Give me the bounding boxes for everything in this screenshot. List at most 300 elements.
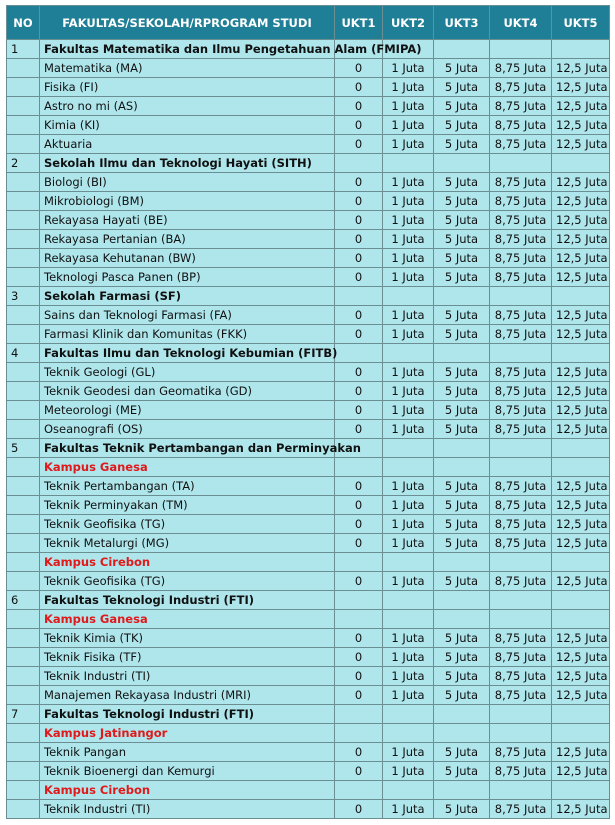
- empty-cell: [335, 458, 383, 477]
- program-name: Teknik Geologi (GL): [40, 363, 335, 382]
- row-number: 3: [7, 287, 40, 306]
- empty-cell: [552, 591, 610, 610]
- ukt3-value: 5 Juta: [434, 572, 490, 591]
- empty-cell: [434, 705, 490, 724]
- faculty-row: [7, 705, 610, 724]
- program-name: Fisika (FI): [40, 78, 335, 97]
- ukt5-value: 12,5 Juta: [552, 477, 610, 496]
- ukt4-value: 8,75 Juta: [490, 116, 552, 135]
- ukt2-value: 1 Juta: [383, 743, 434, 762]
- program-row: [7, 743, 610, 762]
- program-row: [7, 420, 610, 439]
- header-no: NO: [7, 6, 40, 40]
- empty-cell: [490, 610, 552, 629]
- ukt2-value: 1 Juta: [383, 268, 434, 287]
- ukt1-value: 0: [335, 192, 383, 211]
- ukt4-value: 8,75 Juta: [490, 762, 552, 781]
- ukt4-value: 8,75 Juta: [490, 268, 552, 287]
- program-name: Teknik Bioenergi dan Kemurgi: [40, 762, 335, 781]
- empty-cell: [7, 572, 40, 591]
- ukt4-value: 8,75 Juta: [490, 173, 552, 192]
- ukt3-value: 5 Juta: [434, 534, 490, 553]
- empty-cell: [335, 154, 383, 173]
- ukt1-value: 0: [335, 325, 383, 344]
- empty-cell: [490, 705, 552, 724]
- ukt5-value: 12,5 Juta: [552, 268, 610, 287]
- row-number: 4: [7, 344, 40, 363]
- empty-cell: [490, 287, 552, 306]
- program-name: Teknik Kimia (TK): [40, 629, 335, 648]
- empty-cell: [552, 40, 610, 59]
- ukt4-value: 8,75 Juta: [490, 135, 552, 154]
- ukt2-value: 1 Juta: [383, 572, 434, 591]
- ukt3-value: 5 Juta: [434, 515, 490, 534]
- header-ukt5: UKT5: [552, 6, 610, 40]
- faculty-row: [7, 287, 610, 306]
- row-number: 7: [7, 705, 40, 724]
- program-row: [7, 211, 610, 230]
- ukt1-value: 0: [335, 534, 383, 553]
- ukt1-value: 0: [335, 800, 383, 819]
- empty-cell: [552, 553, 610, 572]
- ukt4-value: 8,75 Juta: [490, 325, 552, 344]
- faculty-row: [7, 344, 610, 363]
- program-name: Rekayasa Hayati (BE): [40, 211, 335, 230]
- empty-cell: [383, 724, 434, 743]
- ukt3-value: 5 Juta: [434, 211, 490, 230]
- empty-cell: [7, 420, 40, 439]
- ukt3-value: 5 Juta: [434, 420, 490, 439]
- ukt2-value: 1 Juta: [383, 135, 434, 154]
- faculty-name: Sekolah Ilmu dan Teknologi Hayati (SITH): [40, 154, 335, 173]
- ukt3-value: 5 Juta: [434, 78, 490, 97]
- program-name: Sains dan Teknologi Farmasi (FA): [40, 306, 335, 325]
- empty-cell: [335, 591, 383, 610]
- faculty-row: [7, 439, 610, 458]
- empty-cell: [383, 781, 434, 800]
- ukt2-value: 1 Juta: [383, 173, 434, 192]
- campus-name: Kampus Ganesa: [40, 458, 335, 477]
- ukt3-value: 5 Juta: [434, 382, 490, 401]
- ukt1-value: 0: [335, 78, 383, 97]
- ukt3-value: 5 Juta: [434, 192, 490, 211]
- ukt1-value: 0: [335, 363, 383, 382]
- empty-cell: [7, 173, 40, 192]
- empty-cell: [383, 591, 434, 610]
- ukt3-value: 5 Juta: [434, 268, 490, 287]
- ukt4-value: 8,75 Juta: [490, 667, 552, 686]
- empty-cell: [552, 610, 610, 629]
- ukt4-value: 8,75 Juta: [490, 534, 552, 553]
- empty-cell: [434, 591, 490, 610]
- ukt3-value: 5 Juta: [434, 116, 490, 135]
- empty-cell: [7, 686, 40, 705]
- empty-cell: [383, 610, 434, 629]
- empty-cell: [552, 705, 610, 724]
- program-row: [7, 800, 610, 819]
- program-row: [7, 192, 610, 211]
- empty-cell: [335, 553, 383, 572]
- program-row: [7, 534, 610, 553]
- ukt4-value: 8,75 Juta: [490, 800, 552, 819]
- program-name: Teknik Geofisika (TG): [40, 515, 335, 534]
- campus-row: [7, 610, 610, 629]
- ukt4-value: 8,75 Juta: [490, 686, 552, 705]
- empty-cell: [383, 154, 434, 173]
- empty-cell: [7, 306, 40, 325]
- empty-cell: [7, 211, 40, 230]
- faculty-name: Fakultas Teknologi Industri (FTI): [40, 591, 335, 610]
- ukt4-value: 8,75 Juta: [490, 97, 552, 116]
- header-ukt3: UKT3: [434, 6, 490, 40]
- empty-cell: [335, 344, 383, 363]
- program-name: Teknik Industri (TI): [40, 667, 335, 686]
- ukt3-value: 5 Juta: [434, 135, 490, 154]
- table-body: [7, 40, 610, 819]
- empty-cell: [490, 458, 552, 477]
- program-row: [7, 648, 610, 667]
- ukt1-value: 0: [335, 477, 383, 496]
- ukt1-value: 0: [335, 515, 383, 534]
- program-name: Manajemen Rekayasa Industri (MRI): [40, 686, 335, 705]
- ukt3-value: 5 Juta: [434, 173, 490, 192]
- ukt2-value: 1 Juta: [383, 496, 434, 515]
- empty-cell: [552, 344, 610, 363]
- campus-row: [7, 724, 610, 743]
- ukt4-value: 8,75 Juta: [490, 572, 552, 591]
- ukt2-value: 1 Juta: [383, 477, 434, 496]
- ukt5-value: 12,5 Juta: [552, 648, 610, 667]
- ukt1-value: 0: [335, 382, 383, 401]
- program-row: [7, 515, 610, 534]
- header-ukt4: UKT4: [490, 6, 552, 40]
- program-row: [7, 59, 610, 78]
- empty-cell: [335, 724, 383, 743]
- program-name: Teknologi Pasca Panen (BP): [40, 268, 335, 287]
- program-name: Oseanografi (OS): [40, 420, 335, 439]
- program-row: [7, 401, 610, 420]
- ukt2-value: 1 Juta: [383, 401, 434, 420]
- faculty-name: Sekolah Farmasi (SF): [40, 287, 335, 306]
- program-name: Rekayasa Kehutanan (BW): [40, 249, 335, 268]
- ukt5-value: 12,5 Juta: [552, 306, 610, 325]
- ukt2-value: 1 Juta: [383, 116, 434, 135]
- ukt1-value: 0: [335, 230, 383, 249]
- ukt5-value: 12,5 Juta: [552, 515, 610, 534]
- ukt3-value: 5 Juta: [434, 686, 490, 705]
- empty-cell: [490, 781, 552, 800]
- empty-cell: [434, 458, 490, 477]
- empty-cell: [7, 116, 40, 135]
- program-name: Astro no mi (AS): [40, 97, 335, 116]
- empty-cell: [434, 287, 490, 306]
- empty-cell: [434, 154, 490, 173]
- ukt3-value: 5 Juta: [434, 230, 490, 249]
- empty-cell: [7, 610, 40, 629]
- ukt5-value: 12,5 Juta: [552, 363, 610, 382]
- ukt5-value: 12,5 Juta: [552, 78, 610, 97]
- empty-cell: [7, 78, 40, 97]
- ukt3-value: 5 Juta: [434, 325, 490, 344]
- ukt4-value: 8,75 Juta: [490, 382, 552, 401]
- empty-cell: [383, 705, 434, 724]
- ukt3-value: 5 Juta: [434, 496, 490, 515]
- ukt1-value: 0: [335, 686, 383, 705]
- ukt5-value: 12,5 Juta: [552, 135, 610, 154]
- ukt1-value: 0: [335, 59, 383, 78]
- ukt5-value: 12,5 Juta: [552, 667, 610, 686]
- campus-row: [7, 458, 610, 477]
- program-name: Teknik Geofisika (TG): [40, 572, 335, 591]
- empty-cell: [7, 135, 40, 154]
- empty-cell: [7, 762, 40, 781]
- ukt2-value: 1 Juta: [383, 230, 434, 249]
- faculty-name: Fakultas Teknologi Industri (FTI): [40, 705, 335, 724]
- empty-cell: [7, 743, 40, 762]
- program-name: Kimia (KI): [40, 116, 335, 135]
- empty-cell: [7, 534, 40, 553]
- ukt4-value: 8,75 Juta: [490, 420, 552, 439]
- ukt1-value: 0: [335, 306, 383, 325]
- empty-cell: [7, 268, 40, 287]
- empty-cell: [383, 458, 434, 477]
- ukt4-value: 8,75 Juta: [490, 59, 552, 78]
- campus-name: Kampus Jatinangor: [40, 724, 335, 743]
- program-row: [7, 382, 610, 401]
- ukt1-value: 0: [335, 629, 383, 648]
- ukt4-value: 8,75 Juta: [490, 192, 552, 211]
- empty-cell: [490, 724, 552, 743]
- program-name: Teknik Perminyakan (TM): [40, 496, 335, 515]
- empty-cell: [7, 458, 40, 477]
- ukt2-value: 1 Juta: [383, 762, 434, 781]
- empty-cell: [7, 667, 40, 686]
- campus-row: [7, 781, 610, 800]
- program-row: [7, 477, 610, 496]
- ukt5-value: 12,5 Juta: [552, 743, 610, 762]
- ukt2-value: 1 Juta: [383, 249, 434, 268]
- ukt2-value: 1 Juta: [383, 59, 434, 78]
- faculty-name: Fakultas Teknik Pertambangan dan Perminyakan: [40, 439, 335, 458]
- ukt4-value: 8,75 Juta: [490, 363, 552, 382]
- empty-cell: [7, 553, 40, 572]
- ukt2-value: 1 Juta: [383, 800, 434, 819]
- ukt1-value: 0: [335, 762, 383, 781]
- ukt4-value: 8,75 Juta: [490, 648, 552, 667]
- ukt1-value: 0: [335, 97, 383, 116]
- empty-cell: [490, 344, 552, 363]
- ukt5-value: 12,5 Juta: [552, 97, 610, 116]
- campus-name: Kampus Cirebon: [40, 781, 335, 800]
- ukt1-value: 0: [335, 116, 383, 135]
- ukt5-value: 12,5 Juta: [552, 401, 610, 420]
- ukt-fee-table: [6, 5, 610, 819]
- ukt4-value: 8,75 Juta: [490, 477, 552, 496]
- ukt5-value: 12,5 Juta: [552, 116, 610, 135]
- program-row: [7, 78, 610, 97]
- program-row: [7, 306, 610, 325]
- ukt5-value: 12,5 Juta: [552, 382, 610, 401]
- ukt1-value: 0: [335, 496, 383, 515]
- ukt3-value: 5 Juta: [434, 59, 490, 78]
- empty-cell: [7, 648, 40, 667]
- ukt1-value: 0: [335, 648, 383, 667]
- ukt3-value: 5 Juta: [434, 667, 490, 686]
- ukt2-value: 1 Juta: [383, 667, 434, 686]
- ukt2-value: 1 Juta: [383, 420, 434, 439]
- row-number: 2: [7, 154, 40, 173]
- empty-cell: [335, 781, 383, 800]
- ukt3-value: 5 Juta: [434, 629, 490, 648]
- program-name: Farmasi Klinik dan Komunitas (FKK): [40, 325, 335, 344]
- ukt3-value: 5 Juta: [434, 800, 490, 819]
- header-program: FAKULTAS/SEKOLAH/RPROGRAM STUDI: [40, 6, 335, 40]
- program-name: Teknik Pangan: [40, 743, 335, 762]
- ukt3-value: 5 Juta: [434, 249, 490, 268]
- ukt2-value: 1 Juta: [383, 363, 434, 382]
- empty-cell: [552, 781, 610, 800]
- ukt5-value: 12,5 Juta: [552, 534, 610, 553]
- ukt4-value: 8,75 Juta: [490, 743, 552, 762]
- program-row: [7, 686, 610, 705]
- program-row: [7, 667, 610, 686]
- ukt5-value: 12,5 Juta: [552, 249, 610, 268]
- ukt1-value: 0: [335, 401, 383, 420]
- ukt3-value: 5 Juta: [434, 648, 490, 667]
- ukt5-value: 12,5 Juta: [552, 211, 610, 230]
- ukt2-value: 1 Juta: [383, 515, 434, 534]
- ukt5-value: 12,5 Juta: [552, 800, 610, 819]
- ukt4-value: 8,75 Juta: [490, 306, 552, 325]
- ukt4-value: 8,75 Juta: [490, 249, 552, 268]
- faculty-row: [7, 591, 610, 610]
- program-row: [7, 325, 610, 344]
- ukt3-value: 5 Juta: [434, 97, 490, 116]
- ukt1-value: 0: [335, 268, 383, 287]
- ukt2-value: 1 Juta: [383, 211, 434, 230]
- header-ukt1: UKT1: [335, 6, 383, 40]
- program-row: [7, 268, 610, 287]
- empty-cell: [7, 515, 40, 534]
- ukt2-value: 1 Juta: [383, 325, 434, 344]
- ukt1-value: 0: [335, 211, 383, 230]
- row-number: 6: [7, 591, 40, 610]
- program-row: [7, 135, 610, 154]
- ukt5-value: 12,5 Juta: [552, 572, 610, 591]
- empty-cell: [335, 705, 383, 724]
- empty-cell: [383, 344, 434, 363]
- empty-cell: [434, 344, 490, 363]
- empty-cell: [7, 325, 40, 344]
- program-name: Mikrobiologi (BM): [40, 192, 335, 211]
- empty-cell: [383, 553, 434, 572]
- ukt1-value: 0: [335, 667, 383, 686]
- ukt1-value: 0: [335, 743, 383, 762]
- program-name: Teknik Geodesi dan Geomatika (GD): [40, 382, 335, 401]
- ukt2-value: 1 Juta: [383, 382, 434, 401]
- ukt4-value: 8,75 Juta: [490, 496, 552, 515]
- ukt2-value: 1 Juta: [383, 629, 434, 648]
- empty-cell: [7, 800, 40, 819]
- empty-cell: [552, 458, 610, 477]
- ukt4-value: 8,75 Juta: [490, 78, 552, 97]
- ukt5-value: 12,5 Juta: [552, 230, 610, 249]
- empty-cell: [490, 553, 552, 572]
- program-name: Aktuaria: [40, 135, 335, 154]
- empty-cell: [7, 382, 40, 401]
- program-row: [7, 173, 610, 192]
- ukt4-value: 8,75 Juta: [490, 211, 552, 230]
- empty-cell: [7, 401, 40, 420]
- program-row: [7, 762, 610, 781]
- program-row: [7, 496, 610, 515]
- ukt2-value: 1 Juta: [383, 78, 434, 97]
- table-header-row: [7, 6, 610, 40]
- faculty-name: Fakultas Ilmu dan Teknologi Kebumian (FITB): [40, 344, 335, 363]
- program-name: Meteorologi (ME): [40, 401, 335, 420]
- program-row: [7, 249, 610, 268]
- ukt1-value: 0: [335, 173, 383, 192]
- ukt4-value: 8,75 Juta: [490, 230, 552, 249]
- ukt3-value: 5 Juta: [434, 306, 490, 325]
- empty-cell: [490, 40, 552, 59]
- empty-cell: [552, 439, 610, 458]
- ukt5-value: 12,5 Juta: [552, 496, 610, 515]
- program-name: Teknik Metalurgi (MG): [40, 534, 335, 553]
- program-name: Teknik Fisika (TF): [40, 648, 335, 667]
- empty-cell: [335, 287, 383, 306]
- empty-cell: [552, 287, 610, 306]
- ukt2-value: 1 Juta: [383, 192, 434, 211]
- header-ukt2: UKT2: [383, 6, 434, 40]
- ukt4-value: 8,75 Juta: [490, 629, 552, 648]
- program-row: [7, 363, 610, 382]
- ukt1-value: 0: [335, 572, 383, 591]
- program-row: [7, 629, 610, 648]
- ukt3-value: 5 Juta: [434, 401, 490, 420]
- program-row: [7, 572, 610, 591]
- empty-cell: [7, 724, 40, 743]
- ukt2-value: 1 Juta: [383, 306, 434, 325]
- faculty-row: [7, 154, 610, 173]
- empty-cell: [7, 230, 40, 249]
- ukt3-value: 5 Juta: [434, 363, 490, 382]
- program-name: Teknik Pertambangan (TA): [40, 477, 335, 496]
- empty-cell: [7, 97, 40, 116]
- program-name: Matematika (MA): [40, 59, 335, 78]
- empty-cell: [434, 610, 490, 629]
- ukt4-value: 8,75 Juta: [490, 515, 552, 534]
- empty-cell: [434, 724, 490, 743]
- row-number: 5: [7, 439, 40, 458]
- ukt2-value: 1 Juta: [383, 97, 434, 116]
- empty-cell: [434, 439, 490, 458]
- ukt4-value: 8,75 Juta: [490, 401, 552, 420]
- empty-cell: [7, 629, 40, 648]
- faculty-name: Fakultas Matematika dan Ilmu Pengetahuan Alam (FMIPA): [40, 40, 335, 59]
- ukt2-value: 1 Juta: [383, 648, 434, 667]
- campus-name: Kampus Cirebon: [40, 553, 335, 572]
- ukt3-value: 5 Juta: [434, 743, 490, 762]
- ukt5-value: 12,5 Juta: [552, 325, 610, 344]
- empty-cell: [490, 439, 552, 458]
- ukt5-value: 12,5 Juta: [552, 192, 610, 211]
- empty-cell: [383, 439, 434, 458]
- empty-cell: [7, 477, 40, 496]
- empty-cell: [552, 724, 610, 743]
- empty-cell: [490, 154, 552, 173]
- ukt2-value: 1 Juta: [383, 534, 434, 553]
